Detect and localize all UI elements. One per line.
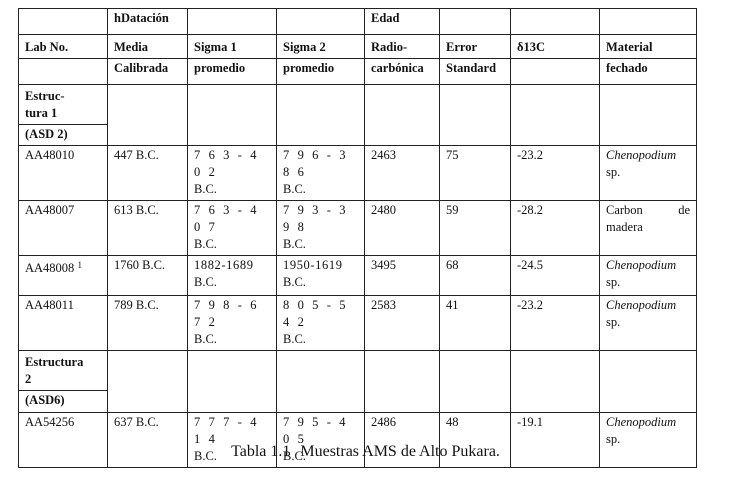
group-cell bbox=[365, 85, 440, 146]
material-cell: Chenopodium sp. bbox=[600, 256, 697, 296]
media-cell: 789 B.C. bbox=[108, 296, 188, 351]
group-cell bbox=[511, 85, 600, 146]
error-cell: 68 bbox=[440, 256, 511, 296]
group-cell bbox=[277, 351, 365, 413]
sigma2-cell: 7 9 6 - 3 8 6 B.C. bbox=[277, 146, 365, 201]
group-label-line: Estruc- bbox=[25, 89, 65, 103]
error-cell: 41 bbox=[440, 296, 511, 351]
lab-no-cell: AA48011 bbox=[19, 296, 108, 351]
d13c-cell: -19.1 bbox=[511, 413, 600, 468]
material-cell: Chenopodium sp. bbox=[600, 146, 697, 201]
edad-cell: 2486 bbox=[365, 413, 440, 468]
header-error: Error bbox=[440, 35, 511, 59]
error-cell: 48 bbox=[440, 413, 511, 468]
group-cell bbox=[188, 85, 277, 146]
media-cell: 637 B.C. bbox=[108, 413, 188, 468]
group-label bbox=[19, 351, 108, 391]
caption-text: Muestras AMS de Alto Pukara. bbox=[300, 443, 500, 460]
sigma2-cell: 1950-1619 B.C. bbox=[277, 256, 365, 296]
group-sub-label: (ASD 2) bbox=[19, 125, 108, 146]
material-cell: Chenopodium sp. bbox=[600, 296, 697, 351]
group-row bbox=[19, 351, 697, 391]
header-standard: Standard bbox=[440, 59, 511, 85]
table-row bbox=[19, 256, 697, 296]
header-row-3 bbox=[19, 59, 697, 85]
group-cell bbox=[600, 85, 697, 146]
caption-lead: Tabla 1.1 bbox=[231, 443, 291, 460]
header-carbonica: carbónica bbox=[365, 59, 440, 85]
lab-no-cell: AA54256 bbox=[19, 413, 108, 468]
material-cell: Carbon de madera bbox=[600, 201, 697, 256]
edad-cell: 2583 bbox=[365, 296, 440, 351]
table-row bbox=[19, 146, 697, 201]
group-sub-label: (ASD6) bbox=[19, 391, 108, 413]
header-cell bbox=[440, 9, 511, 35]
sigma2-cell: 7 9 3 - 3 9 8 B.C. bbox=[277, 201, 365, 256]
sigma1-cell: 7 6 3 - 4 0 2 B.C. bbox=[188, 146, 277, 201]
header-sigma1: Sigma 1 bbox=[188, 35, 277, 59]
header-sigma2: Sigma 2 bbox=[277, 35, 365, 59]
header-promedio-2: promedio bbox=[277, 59, 365, 85]
sigma2-cell: 8 0 5 - 5 4 2 B.C. bbox=[277, 296, 365, 351]
footnote-marker: 1 bbox=[77, 260, 82, 270]
edad-cell: 3495 bbox=[365, 256, 440, 296]
header-d13c: δ13C bbox=[511, 35, 600, 59]
lab-no-cell: AA48008 $^1$ bbox=[19, 256, 108, 296]
header-media: Media bbox=[108, 35, 188, 59]
header-promedio-1: promedio bbox=[188, 59, 277, 85]
header-radio: Radio- bbox=[365, 35, 440, 59]
header-material: Material bbox=[600, 35, 697, 59]
group-row bbox=[19, 85, 697, 125]
header-calibrada: Calibrada bbox=[108, 59, 188, 85]
sigma1-cell: 1882-1689 B.C. bbox=[188, 256, 277, 296]
material-cell: Chenopodium sp. bbox=[600, 413, 697, 468]
group-cell bbox=[365, 351, 440, 413]
group-cell bbox=[188, 351, 277, 413]
lab-no-cell: AA48010 bbox=[19, 146, 108, 201]
group-cell bbox=[440, 85, 511, 146]
error-cell: 75 bbox=[440, 146, 511, 201]
header-cell bbox=[511, 9, 600, 35]
d13c-cell: -23.2 bbox=[511, 146, 600, 201]
error-cell: 59 bbox=[440, 201, 511, 256]
header-lab-no: Lab No. bbox=[19, 35, 108, 59]
d13c-cell: -24.5 bbox=[511, 256, 600, 296]
media-cell: 613 B.C. bbox=[108, 201, 188, 256]
lab-no-cell: AA48007 bbox=[19, 201, 108, 256]
group-label-line: tura 1 bbox=[25, 106, 58, 120]
header-cell bbox=[19, 9, 108, 35]
group-cell bbox=[108, 85, 188, 146]
group-cell bbox=[440, 351, 511, 413]
group-cell bbox=[600, 351, 697, 413]
edad-cell: 2463 bbox=[365, 146, 440, 201]
table-row bbox=[19, 201, 697, 256]
group-label-line: Estructura bbox=[25, 355, 84, 369]
header-cell bbox=[511, 59, 600, 85]
group-label bbox=[19, 85, 108, 125]
group-cell bbox=[277, 85, 365, 146]
media-cell: 447 B.C. bbox=[108, 146, 188, 201]
group-cell bbox=[511, 351, 600, 413]
header-row-2 bbox=[19, 35, 697, 59]
header-row-1 bbox=[19, 9, 697, 35]
ams-samples-table bbox=[18, 8, 697, 468]
table-row bbox=[19, 296, 697, 351]
group-cell bbox=[108, 351, 188, 413]
sigma1-cell: 7 9 8 - 6 7 2 B.C. bbox=[188, 296, 277, 351]
sigma1-cell: 7 6 3 - 4 0 7 B.C. bbox=[188, 201, 277, 256]
media-cell: 1760 B.C. bbox=[108, 256, 188, 296]
group-label-line: 2 bbox=[25, 372, 32, 386]
d13c-cell: -23.2 bbox=[511, 296, 600, 351]
header-cell bbox=[19, 59, 108, 85]
table-caption bbox=[0, 443, 731, 461]
d13c-cell: -28.2 bbox=[511, 201, 600, 256]
header-cell bbox=[188, 9, 277, 35]
header-edad: Edad bbox=[365, 9, 440, 35]
header-cell bbox=[277, 9, 365, 35]
header-cell bbox=[600, 9, 697, 35]
sigma1-cell: 7 7 7 - 4 1 4 B.C. bbox=[188, 413, 277, 468]
sigma2-cell: 7 9 5 - 4 0 5 B.C. bbox=[277, 413, 365, 468]
header-hdatacion: hDatación bbox=[108, 9, 188, 35]
edad-cell: 2480 bbox=[365, 201, 440, 256]
header-fechado: fechado bbox=[600, 59, 697, 85]
